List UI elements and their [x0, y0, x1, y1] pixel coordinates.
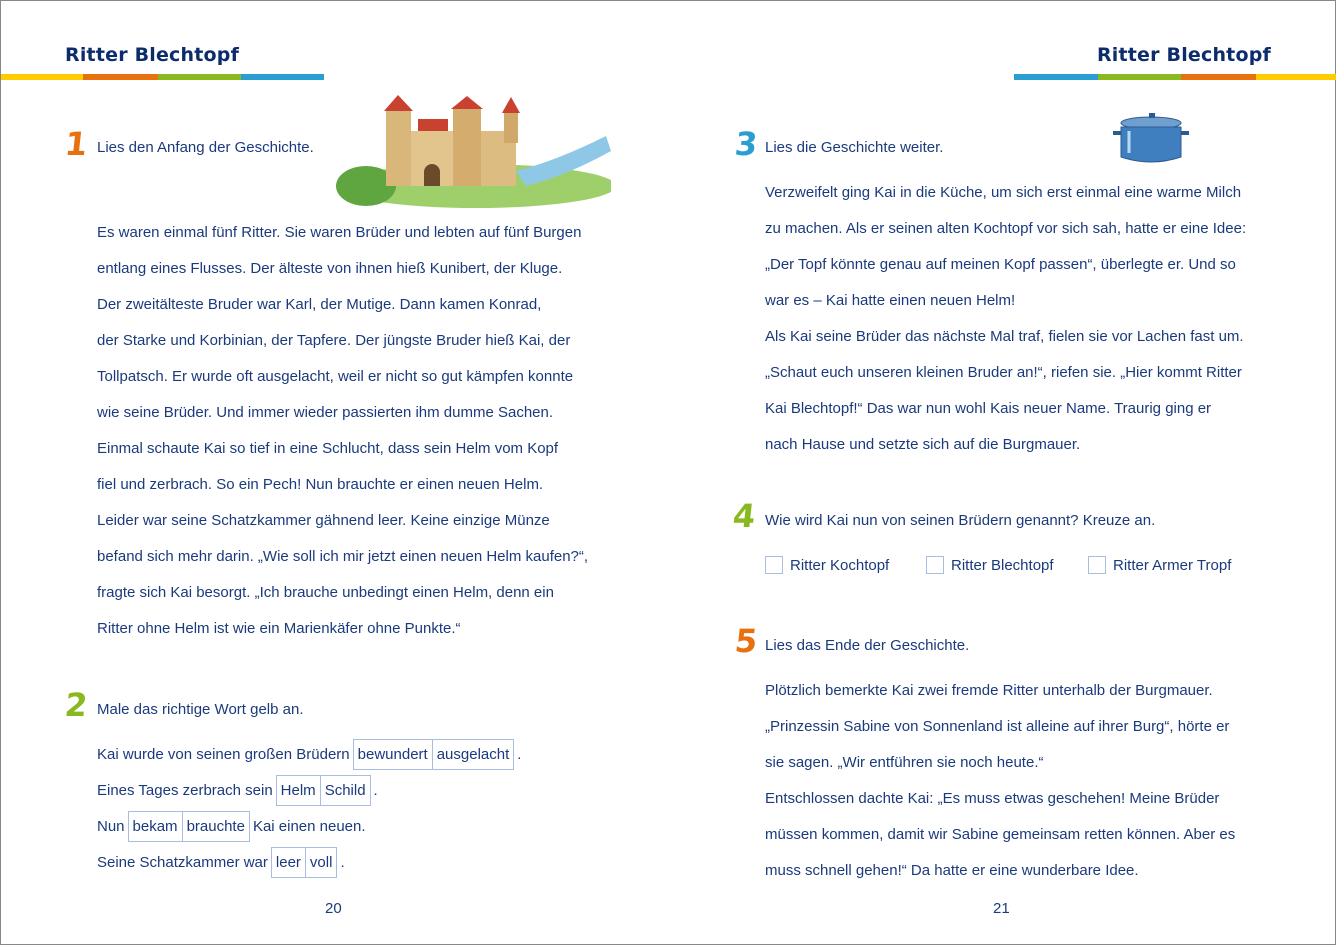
- task-number-5: 5: [733, 622, 760, 660]
- page-number-right: 21: [993, 900, 1010, 917]
- checkbox[interactable]: [765, 556, 783, 574]
- cloze-sentence: [97, 810, 366, 842]
- task-number-3: 3: [733, 125, 760, 163]
- word-choice: [128, 811, 250, 842]
- word-option[interactable]: ausgelacht: [432, 740, 514, 769]
- task-number-4: 4: [731, 497, 758, 535]
- story-line: „Schaut euch unseren kleinen Bruder an!“, riefen sie. „Hier kommt Ritter: [765, 364, 1242, 381]
- checkbox-ritter-armer-tropf[interactable]: [1088, 556, 1231, 574]
- task1-instruction: Lies den Anfang der Geschichte.: [97, 139, 314, 156]
- checkbox-ritter-kochtopf[interactable]: [765, 556, 889, 574]
- word-choice: [353, 739, 515, 770]
- story-line: zu machen. Als er seinen alten Kochtopf vor sich sah, hatte er eine Idee:: [765, 220, 1247, 237]
- task2-instruction: Male das richtige Wort gelb an.: [97, 701, 304, 718]
- word-option[interactable]: bewundert: [357, 745, 428, 763]
- story-line: Entschlossen dachte Kai: „Es muss etwas geschehen! Meine Brüder: [765, 790, 1220, 807]
- story-line: Leider war seine Schatzkammer gähnend leer. Keine einzige Münze: [97, 512, 550, 529]
- cloze-sentence: [97, 738, 521, 770]
- story-line: „Prinzessin Sabine von Sonnenland ist alleine auf ihrer Burg“, hörte er: [765, 718, 1230, 735]
- task5-instruction: Lies das Ende der Geschichte.: [765, 637, 970, 654]
- sentence-text: Nun: [97, 817, 125, 835]
- story-line: Als Kai seine Brüder das nächste Mal traf, fielen sie vor Lachen fast um.: [765, 328, 1244, 345]
- story-line: müssen kommen, damit wir Sabine gemeinsam retten können. Aber es: [765, 826, 1236, 843]
- word-option[interactable]: brauchte: [182, 812, 249, 841]
- task-number-1: 1: [63, 125, 90, 163]
- sentence-text: Eines Tages zerbrach sein: [97, 781, 273, 799]
- word-choice: [271, 847, 338, 878]
- story-line: wie seine Brüder. Und immer wieder passierten ihm dumme Sachen.: [97, 404, 554, 421]
- task3-instruction: Lies die Geschichte weiter.: [765, 139, 944, 156]
- word-option[interactable]: Schild: [320, 776, 370, 805]
- stripe-green: [1098, 74, 1181, 80]
- checkbox[interactable]: [1088, 556, 1106, 574]
- word-option[interactable]: voll: [305, 848, 337, 877]
- story-part-1: [97, 215, 588, 647]
- story-line: Ritter ohne Helm ist wie ein Marienkäfer ohne Punkte.“: [97, 620, 461, 637]
- story-line: „Der Topf könnte genau auf meinen Kopf passen“, überlegte er. Und so: [765, 256, 1236, 273]
- page-number-left: 20: [325, 900, 342, 917]
- checkbox[interactable]: [926, 556, 944, 574]
- story-part-2: [765, 175, 1246, 463]
- story-line: sie sagen. „Wir entführen sie noch heute.“: [765, 754, 1044, 771]
- sentence-text: .: [517, 745, 522, 763]
- story-line: muss schnell gehen!“ Da hatte er eine wunderbare Idee.: [765, 862, 1139, 879]
- sentence-text: Seine Schatzkammer war: [97, 853, 268, 871]
- stripe-blue: [1014, 74, 1098, 80]
- story-line: Plötzlich bemerkte Kai zwei fremde Ritter unterhalb der Burgmauer.: [765, 682, 1213, 699]
- stripe-green: [158, 74, 241, 80]
- sentence-text: Kai einen neuen.: [252, 817, 366, 835]
- sentence-text: .: [373, 781, 378, 799]
- stripe-orange: [1181, 74, 1256, 80]
- page-title-right: Ritter Blechtopf: [1096, 44, 1271, 66]
- story-line: fragte sich Kai besorgt. „Ich brauche unbedingt einen Helm, denn ein: [97, 584, 554, 601]
- pot-illustration: [1111, 111, 1191, 171]
- stripe-yellow: [1256, 74, 1336, 80]
- story-line: nach Hause und setzte sich auf die Burgmauer.: [765, 436, 1081, 453]
- story-line: Tollpatsch. Er wurde oft ausgelacht, weil er nicht so gut kämpfen konnte: [97, 368, 574, 385]
- story-line: der Starke und Korbinian, der Tapfere. Der jüngste Bruder hieß Kai, der: [97, 332, 571, 349]
- word-option[interactable]: Helm: [280, 781, 316, 799]
- story-line: war es – Kai hatte einen neuen Helm!: [765, 292, 1016, 309]
- task4-instruction: Wie wird Kai nun von seinen Brüdern genannt? Kreuze an.: [765, 512, 1156, 529]
- castle-illustration: [326, 91, 611, 211]
- task-number-2: 2: [63, 686, 90, 724]
- checkbox-label: Ritter Blechtopf: [951, 556, 1054, 574]
- story-line: entlang eines Flusses. Der älteste von ihnen hieß Kunibert, der Kluge.: [97, 260, 563, 277]
- story-line: fiel und zerbrach. So ein Pech! Nun brauchte er einen neuen Helm.: [97, 476, 544, 493]
- checkbox-ritter-blechtopf[interactable]: [926, 556, 1054, 574]
- word-option[interactable]: leer: [275, 853, 301, 871]
- story-line: Verzweifelt ging Kai in die Küche, um sich erst einmal eine warme Milch: [765, 184, 1242, 201]
- checkbox-label: Ritter Armer Tropf: [1113, 556, 1232, 574]
- page-title-left: Ritter Blechtopf: [65, 44, 240, 66]
- story-line: Einmal schaute Kai so tief in eine Schlucht, dass sein Helm vom Kopf: [97, 440, 559, 457]
- checkbox-label: Ritter Kochtopf: [790, 556, 890, 574]
- stripe-orange: [83, 74, 158, 80]
- stripe-blue: [241, 74, 324, 80]
- sentence-text: Kai wurde von seinen großen Brüdern: [97, 745, 350, 763]
- word-option[interactable]: bekam: [132, 817, 178, 835]
- story-line: Es waren einmal fünf Ritter. Sie waren Brüder und lebten auf fünf Burgen: [97, 224, 582, 241]
- cloze-sentence: [97, 774, 378, 806]
- story-line: Der zweitälteste Bruder war Karl, der Mutige. Dann kamen Konrad,: [97, 296, 542, 313]
- story-part-3: [765, 673, 1235, 889]
- sentence-text: .: [340, 853, 345, 871]
- story-line: Kai Blechtopf!“ Das war nun wohl Kais neuer Name. Traurig ging er: [765, 400, 1212, 417]
- word-choice: [276, 775, 371, 806]
- story-line: befand sich mehr darin. „Wie soll ich mir jetzt einen neuen Helm kaufen?“,: [97, 548, 589, 565]
- cloze-sentence: [97, 846, 345, 878]
- stripe-yellow: [1, 74, 83, 80]
